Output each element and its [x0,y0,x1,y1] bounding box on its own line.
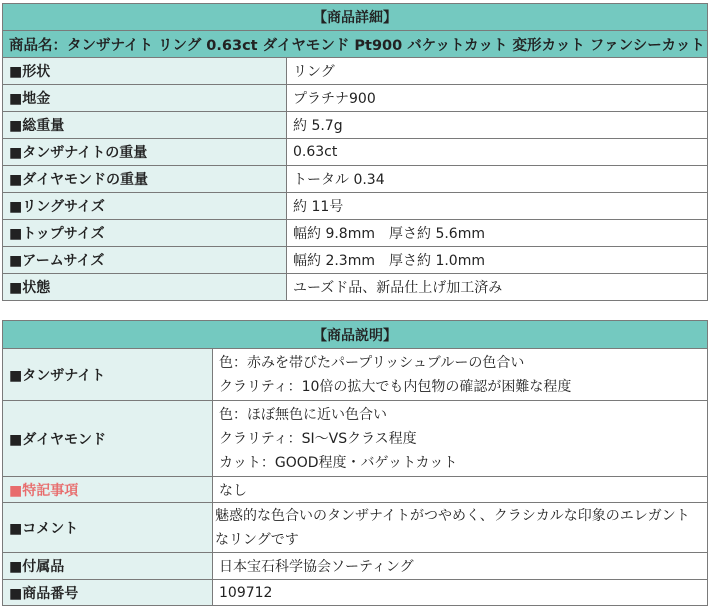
desc-line: クラリティ：SI～VSクラス程度 [219,430,417,447]
desc-value: 日本宝石科学協会ソーティング [213,553,708,580]
detail-row-top-size [3,220,708,247]
detail-label: ■地金 [3,85,287,112]
desc-label-alert: ■特記事項 [3,477,213,503]
description-header: 【商品説明】 [3,321,708,349]
desc-row-special-notes [3,477,708,503]
desc-label: ■コメント [3,503,213,553]
detail-label: ■リングサイズ [3,193,287,220]
desc-line: クラリティ：10倍の拡大でも内包物の確認が困難な程度 [219,378,572,395]
detail-label: ■タンザナイトの重量 [3,139,287,166]
desc-label: ■ダイヤモンド [3,401,213,477]
detail-value: 幅約 9.8mm 厚さ約 5.6mm [287,220,708,247]
desc-value [213,401,708,477]
desc-value: 109712 [213,580,708,606]
product-details-table [2,3,708,301]
description-header-row [3,321,708,349]
detail-value: ユーズド品、新品仕上げ加工済み [287,274,708,301]
detail-row-ring-size [3,193,708,220]
details-header: 【商品詳細】 [3,4,708,31]
detail-row-arm-size [3,247,708,274]
desc-row-tanzanite [3,349,708,401]
detail-label: ■形状 [3,58,287,85]
detail-value: リング [287,58,708,85]
detail-label: ■アームサイズ [3,247,287,274]
detail-row-tanzanite-weight [3,139,708,166]
details-header-row [3,4,708,31]
detail-row-total-weight [3,112,708,139]
desc-line: 色：ほぼ無色に近い色合い [219,406,387,423]
product-description-table [2,320,708,606]
detail-value: プラチナ900 [287,85,708,112]
desc-row-accessories [3,553,708,580]
desc-line: カット：GOOD程度・バゲットカット [219,454,458,471]
detail-value: 幅約 2.3mm 厚さ約 1.0mm [287,247,708,274]
detail-value: トータル 0.34 [287,166,708,193]
detail-label: ■総重量 [3,112,287,139]
detail-row-diamond-weight [3,166,708,193]
desc-label: ■タンザナイト [3,349,213,401]
desc-value: 魅惑的な色合いのタンザナイトがつやめく、クラシカルな印象のエレガントなリングです [213,503,708,553]
desc-row-item-number [3,580,708,606]
product-title-row [3,31,708,58]
desc-value: なし [213,477,708,503]
detail-value: 0.63ct [287,139,708,166]
product-title: 商品名：タンザナイト リング 0.63ct ダイヤモンド Pt900 バケットカット 変形カット ファンシーカット [3,31,708,58]
desc-value [213,349,708,401]
desc-label: ■商品番号 [3,580,213,606]
detail-label: ■ダイヤモンドの重量 [3,166,287,193]
desc-line: 色：赤みを帯びたパープリッシュブルーの色合い [219,354,525,371]
detail-value: 約 11号 [287,193,708,220]
desc-row-comment [3,503,708,553]
desc-label: ■付属品 [3,553,213,580]
detail-label: ■状態 [3,274,287,301]
detail-row-metal [3,85,708,112]
desc-row-diamond [3,401,708,477]
detail-row-condition [3,274,708,301]
detail-row-shape [3,58,708,85]
detail-value: 約 5.7g [287,112,708,139]
detail-label: ■トップサイズ [3,220,287,247]
